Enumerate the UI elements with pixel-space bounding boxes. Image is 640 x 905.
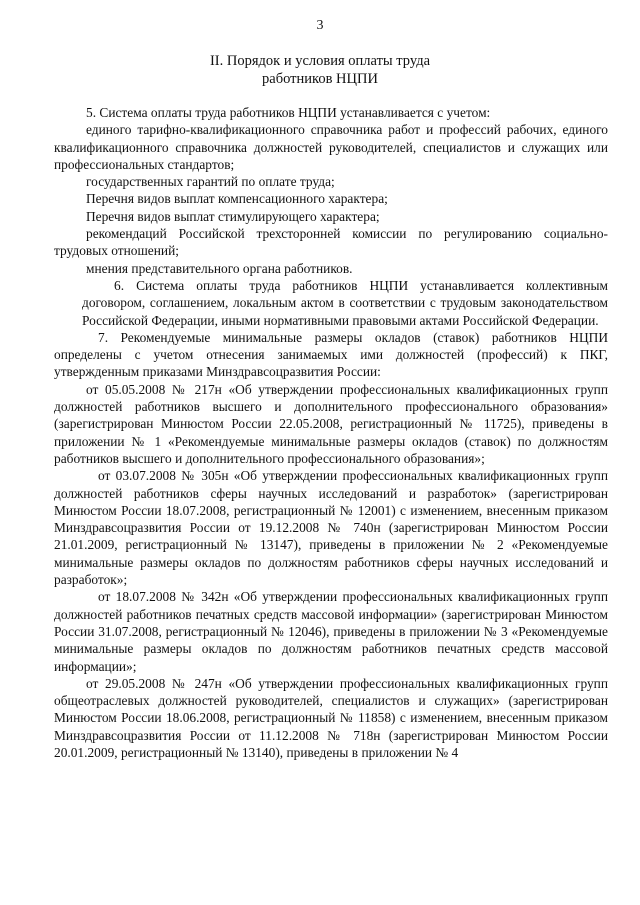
paragraph-6: 6. Система оплаты труда работников НЦПИ устанавливается коллективным договором, соглашением, локальным актом в соответствии с трудовым законодательством Российской Федерации, иными нормативными правовыми актами Российской Федерации. — [82, 277, 608, 328]
document-body — [54, 104, 608, 761]
section-title-line1: II. Порядок и условия оплаты труда — [209, 53, 431, 69]
section-heading — [0, 52, 640, 88]
list-item-commission-recommendations: рекомендаций Российской трехсторонней комиссии по регулированию социально-трудовых отношений; — [54, 226, 608, 259]
list-item-compensation-payments: Перечня видов выплат компенсационного характера; — [86, 191, 388, 207]
order-342n: от 18.07.2008 № 342н «Об утверждении профессиональных квалификационных групп должностей работников печатных средств массовой информации» (зарегистрирован Минюстом России 31.07.2008, регистрационный № 12046), приведены в приложении № 3 «Рекомендуемые минимальные размеры окладов по должностям работников печатных средств массовой информации»; — [54, 589, 608, 674]
paragraph-7: 7. Рекомендуемые минимальные размеры окладов (ставок) работников НЦПИ определены с учетом отнесения занимаемых ими должностей (профессий) к ПКГ, утвержденным приказами Минздравсоцразвития России: — [54, 329, 608, 380]
paragraph-5: 5. Система оплаты труда работников НЦПИ устанавливается с учетом: — [86, 105, 491, 120]
list-item-tariff-reference: единого тарифно-квалификационного справочника работ и профессий рабочих, единого квалификационного справочника должностей руководителей, специалистов и служащих или профессиональных стандартов; — [54, 122, 608, 172]
order-305n: от 03.07.2008 № 305н «Об утверждении профессиональных квалификационных групп должностей работников сферы научных исследований и разработок» (зарегистрирован Минюстом России 18.07.2008, регистрационный № 12001) с изменением, внесенным приказом Минздравсоцразвития России от 19.12.2008 № 740н (зарегистрирован Минюстом России 21.01.2009, регистрационный № 13147), приведены в приложении № 2 «Рекомендуемые минимальные размеры окладов по должностям работников сферы научных исследований и разработок»; — [54, 468, 608, 588]
list-item-workers-body-opinion: мнения представительного органа работников. — [86, 260, 353, 276]
list-item-incentive-payments: Перечня видов выплат стимулирующего характера; — [86, 208, 380, 224]
order-247n: от 29.05.2008 № 247н «Об утверждении профессиональных квалификационных групп общеотраслевых должностей руководителей, специалистов и служащих» (зарегистрирован Минюстом России 18.06.2008, регистрационный № 11858) с изменением, внесенным приказом Минздравсоцразвития России от 11.12.2008 № 718н (зарегистрирован Минюстом России 20.01.2009, регистрационный № 13140), приведены в приложении № 4 — [54, 675, 608, 760]
page-number: 3 — [316, 18, 324, 33]
list-item-state-guarantees: государственных гарантий по оплате труда; — [86, 174, 335, 190]
section-title-line2: работников НЦПИ — [262, 71, 378, 87]
order-217n: от 05.05.2008 № 217н «Об утверждении профессиональных квалификационных групп должностей работников высшего и дополнительного профессионального образования» (зарегистрирован Минюстом России 22.05.2008, регистрационный № 11725), приведены в приложении № 1 «Рекомендуемые минимальные размеры окладов (ставок) по должностям работников высшего и дополнительного профессионального образования»; — [54, 381, 608, 466]
